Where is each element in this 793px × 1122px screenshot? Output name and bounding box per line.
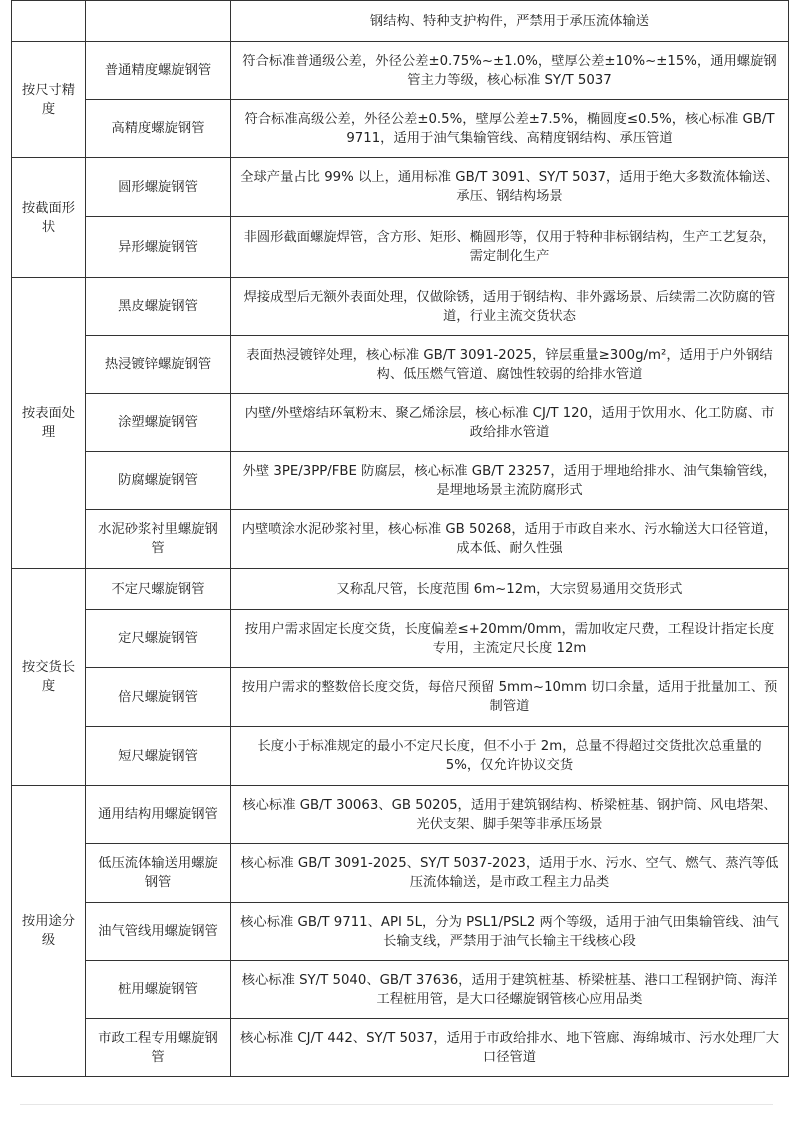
description-cell: 表面热浸镀锌处理，核心标准 GB/T 3091-2025，锌层重量≥300g/m²，适用于户外钢结构、低压燃气管道、腐蚀性较弱的给排水管道 — [231, 336, 789, 394]
bottom-divider — [20, 1104, 773, 1105]
table-row — [12, 394, 789, 452]
table-row — [12, 569, 789, 610]
table-row — [12, 727, 789, 786]
name-cell: 定尺螺旋钢管 — [86, 610, 231, 668]
category-cell: 按截面形状 — [12, 158, 86, 278]
name-cell: 高精度螺旋钢管 — [86, 100, 231, 158]
description-cell: 核心标准 SY/T 5040、GB/T 37636，适用于建筑桩基、桥梁桩基、港口工程钢护筒、海洋工程桩用管，是大口径螺旋钢管核心应用品类 — [231, 961, 789, 1019]
name-cell: 油气管线用螺旋钢管 — [86, 903, 231, 961]
description-cell: 按用户需求固定长度交货，长度偏差≤+20mm/0mm，需加收定尺费，工程设计指定长度专用，主流定尺长度 12m — [231, 610, 789, 668]
name-cell: 水泥砂浆衬里螺旋钢管 — [86, 510, 231, 569]
name-cell: 低压流体输送用螺旋钢管 — [86, 844, 231, 903]
description-cell: 外壁 3PE/3PP/FBE 防腐层，核心标准 GB/T 23257，适用于埋地给排水、油气集输管线，是埋地场景主流防腐形式 — [231, 452, 789, 510]
name-cell: 热浸镀锌螺旋钢管 — [86, 336, 231, 394]
table-row — [12, 844, 789, 903]
description-cell: 长度小于标准规定的最小不定尺长度，但不小于 2m，总量不得超过交货批次总重量的 5%，仅允许协议交货 — [231, 727, 789, 786]
description-cell: 按用户需求的整数倍长度交货，每倍尺预留 5mm~10mm 切口余量，适用于批量加工、预制管道 — [231, 668, 789, 727]
table-row — [12, 903, 789, 961]
category-cell: 按交货长度 — [12, 569, 86, 786]
name-cell — [86, 1, 231, 42]
description-cell: 钢结构、特种支护构件，严禁用于承压流体输送 — [231, 1, 789, 42]
classification-table — [11, 0, 789, 1077]
description-cell: 核心标准 GB/T 9711、API 5L，分为 PSL1/PSL2 两个等级，适用于油气田集输管线、油气长输支线，严禁用于油气长输主干线核心段 — [231, 903, 789, 961]
category-cell — [12, 1, 86, 42]
table-row — [12, 668, 789, 727]
table-row — [12, 610, 789, 668]
description-cell: 核心标准 GB/T 30063、GB 50205，适用于建筑钢结构、桥梁桩基、钢护筒、风电塔架、光伏支架、脚手架等非承压场景 — [231, 786, 789, 844]
name-cell: 桩用螺旋钢管 — [86, 961, 231, 1019]
table-row — [12, 217, 789, 278]
table-row — [12, 510, 789, 569]
description-cell: 非圆形截面螺旋焊管，含方形、矩形、椭圆形等，仅用于特种非标钢结构，生产工艺复杂，需定制化生产 — [231, 217, 789, 278]
name-cell: 不定尺螺旋钢管 — [86, 569, 231, 610]
name-cell: 普通精度螺旋钢管 — [86, 42, 231, 100]
table-row — [12, 961, 789, 1019]
description-cell: 又称乱尺管，长度范围 6m~12m，大宗贸易通用交货形式 — [231, 569, 789, 610]
table-row — [12, 1019, 789, 1077]
table-row — [12, 1, 789, 42]
table-row — [12, 336, 789, 394]
description-cell: 核心标准 CJ/T 442、SY/T 5037，适用于市政给排水、地下管廊、海绵城市、污水处理厂大口径管道 — [231, 1019, 789, 1077]
category-cell: 按表面处理 — [12, 278, 86, 569]
description-cell: 符合标准高级公差，外径公差±0.5%，壁厚公差±7.5%，椭圆度≤0.5%，核心标准 GB/T 9711，适用于油气集输管线、高精度钢结构、承压管道 — [231, 100, 789, 158]
category-cell: 按用途分级 — [12, 786, 86, 1077]
table-row — [12, 158, 789, 217]
table-row — [12, 786, 789, 844]
description-cell: 符合标准普通级公差，外径公差±0.75%~±1.0%，壁厚公差±10%~±15%，通用螺旋钢管主力等级，核心标准 SY/T 5037 — [231, 42, 789, 100]
description-cell: 内壁喷涂水泥砂浆衬里，核心标准 GB 50268，适用于市政自来水、污水输送大口径管道，成本低、耐久性强 — [231, 510, 789, 569]
name-cell: 圆形螺旋钢管 — [86, 158, 231, 217]
description-cell: 焊接成型后无额外表面处理，仅做除锈，适用于钢结构、非外露场景、后续需二次防腐的管道，行业主流交货状态 — [231, 278, 789, 336]
category-cell: 按尺寸精度 — [12, 42, 86, 158]
name-cell: 涂塑螺旋钢管 — [86, 394, 231, 452]
table-row — [12, 42, 789, 100]
name-cell: 异形螺旋钢管 — [86, 217, 231, 278]
table-row — [12, 452, 789, 510]
name-cell: 黑皮螺旋钢管 — [86, 278, 231, 336]
name-cell: 防腐螺旋钢管 — [86, 452, 231, 510]
name-cell: 倍尺螺旋钢管 — [86, 668, 231, 727]
description-cell: 内壁/外壁熔结环氧粉末、聚乙烯涂层，核心标准 CJ/T 120，适用于饮用水、化工防腐、市政给排水管道 — [231, 394, 789, 452]
description-cell: 全球产量占比 99% 以上，通用标准 GB/T 3091、SY/T 5037，适用于绝大多数流体输送、承压、钢结构场景 — [231, 158, 789, 217]
name-cell: 通用结构用螺旋钢管 — [86, 786, 231, 844]
table-row — [12, 278, 789, 336]
description-cell: 核心标准 GB/T 3091-2025、SY/T 5037-2023，适用于水、污水、空气、燃气、蒸汽等低压流体输送，是市政工程主力品类 — [231, 844, 789, 903]
table-row — [12, 100, 789, 158]
name-cell: 短尺螺旋钢管 — [86, 727, 231, 786]
name-cell: 市政工程专用螺旋钢管 — [86, 1019, 231, 1077]
